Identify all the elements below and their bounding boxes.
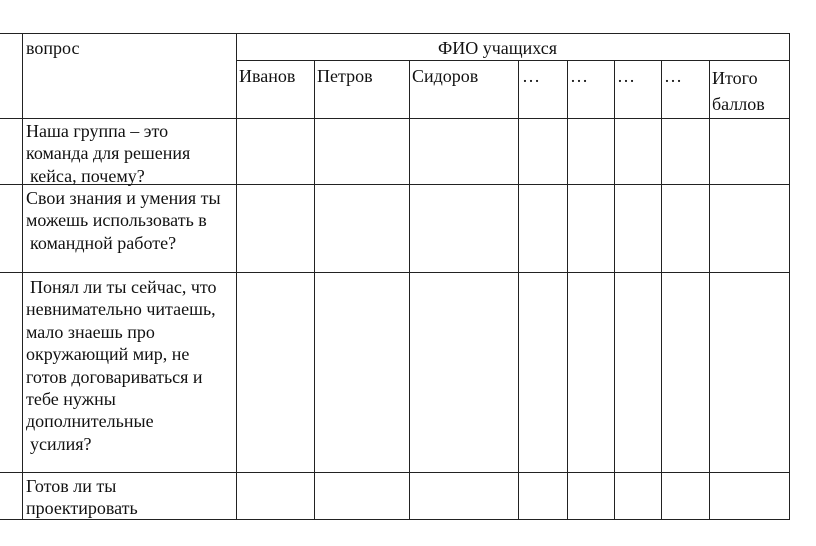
column-divider — [614, 60, 615, 519]
question-cell: Наша группа – это команда для решения кейса, почему? — [26, 121, 191, 186]
column-divider — [518, 60, 519, 519]
student-name: … — [522, 66, 540, 86]
column-divider — [567, 60, 568, 519]
question-cell: Готов ли ты проектировать — [26, 476, 138, 519]
column-divider — [236, 33, 237, 519]
table-border-top — [0, 33, 790, 34]
student-name: … — [664, 66, 682, 86]
row-divider — [0, 472, 790, 473]
row-divider — [0, 272, 790, 273]
question-cell: Свои знания и умения ты можешь использовать в командной работе? — [26, 188, 221, 253]
row-divider — [0, 118, 790, 119]
student-name: … — [617, 66, 635, 86]
column-divider — [709, 60, 710, 519]
header-student-group: ФИО учащихся — [438, 38, 558, 58]
student-name: Иванов — [239, 66, 296, 86]
student-name: Петров — [317, 66, 373, 86]
column-divider — [22, 33, 23, 519]
total-score-header: Итого баллов — [712, 68, 765, 114]
table-border-right — [789, 33, 790, 519]
student-name: … — [570, 66, 588, 86]
column-divider — [409, 60, 410, 519]
column-divider — [661, 60, 662, 519]
column-divider — [314, 60, 315, 519]
question-cell: Понял ли ты сейчас, что невнимательно читаешь, мало знаешь про окружающий мир, не готов договариваться и тебе нужны дополнительные усилия? — [26, 277, 217, 454]
row-divider — [236, 60, 790, 61]
student-name: Сидоров — [412, 66, 479, 86]
header-question: вопрос — [26, 38, 80, 58]
